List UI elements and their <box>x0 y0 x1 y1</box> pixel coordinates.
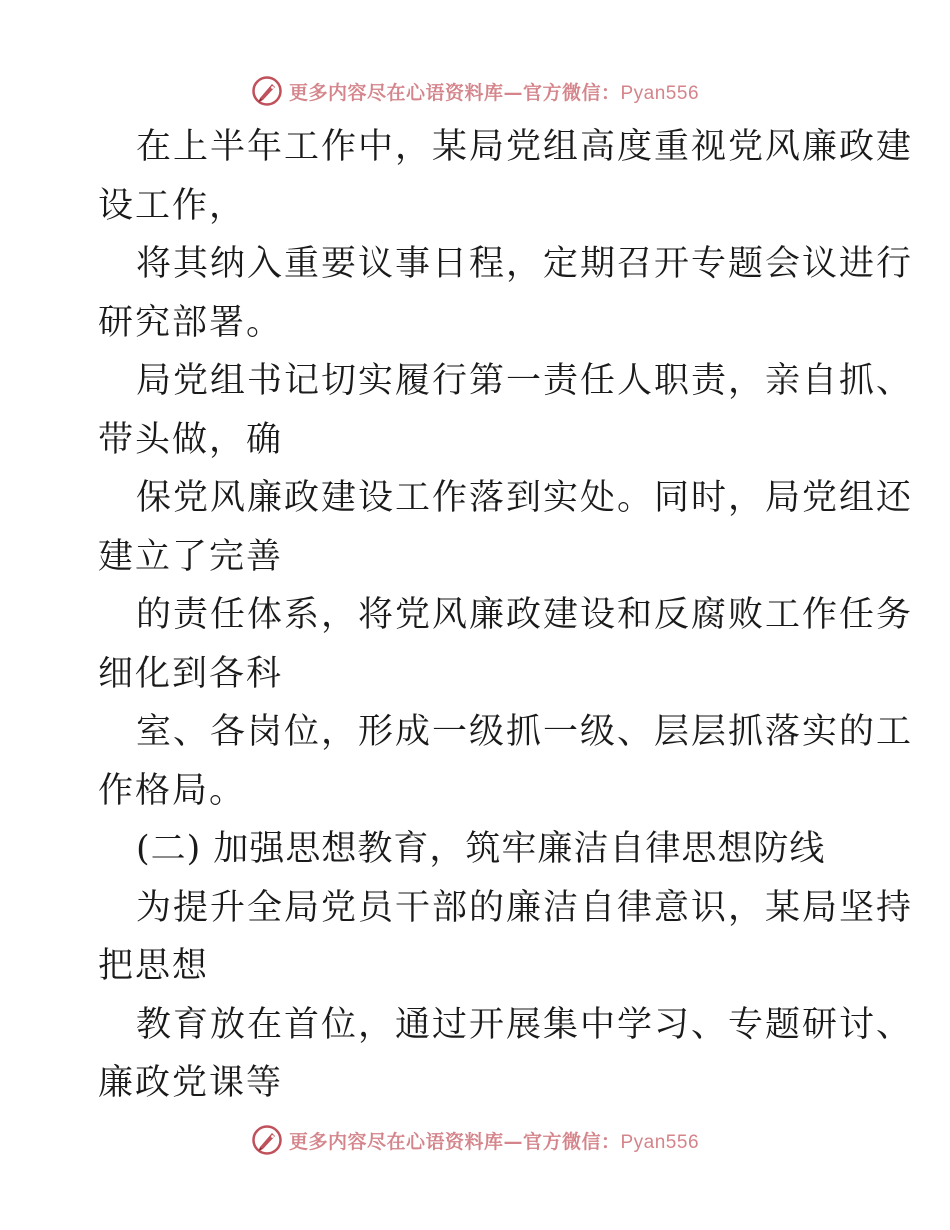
header-watermark <box>0 71 950 111</box>
body-line: 研究部署。 <box>98 302 284 343</box>
watermark-wechat-id: Pyan556 <box>620 82 700 104</box>
body-line: 设工作， <box>98 185 247 226</box>
body-line: 细化到各科 <box>98 653 284 694</box>
watermark-text: 更多内容尽在心语资料库—官方微信：Pyan556 <box>288 1130 700 1153</box>
body-line: 在上半年工作中，某局党组高度重视党风廉政建 <box>136 127 914 167</box>
document-body <box>98 118 914 1113</box>
body-line: 为提升全局党员干部的廉洁自律意识，某局坚持 <box>136 887 914 928</box>
section-heading: (二) 加强思想教育，筑牢廉洁自律思想防线 <box>136 829 826 869</box>
body-line: 教育放在首位，通过开展集中学习、专题研讨、 <box>136 1004 914 1045</box>
body-line: 局党组书记切实履行第一责任人职责，亲自抓、 <box>136 361 914 401</box>
body-line: 作格局。 <box>98 770 247 811</box>
body-line: 带头做，确 <box>98 419 284 460</box>
fountain-pen-logo-icon <box>251 75 283 107</box>
body-line: 的责任体系，将党风廉政建设和反腐败工作任务 <box>136 595 914 635</box>
body-line: 室、各岗位，形成一级抓一级、层层抓落实的工 <box>136 712 914 752</box>
body-line: 建立了完善 <box>98 536 284 577</box>
body-line: 廉政党课等 <box>98 1063 284 1103</box>
body-line: 保党风廉政建设工作落到实处。同时，局党组还 <box>136 478 914 518</box>
watermark-wechat-id: Pyan556 <box>620 1131 700 1153</box>
footer-watermark <box>0 1120 950 1160</box>
fountain-pen-logo-icon <box>251 1124 283 1156</box>
watermark-text: 更多内容尽在心语资料库—官方微信：Pyan556 <box>288 81 700 104</box>
body-line: 将其纳入重要议事日程，定期召开专题会议进行 <box>136 244 914 284</box>
body-line: 把思想 <box>98 946 210 986</box>
